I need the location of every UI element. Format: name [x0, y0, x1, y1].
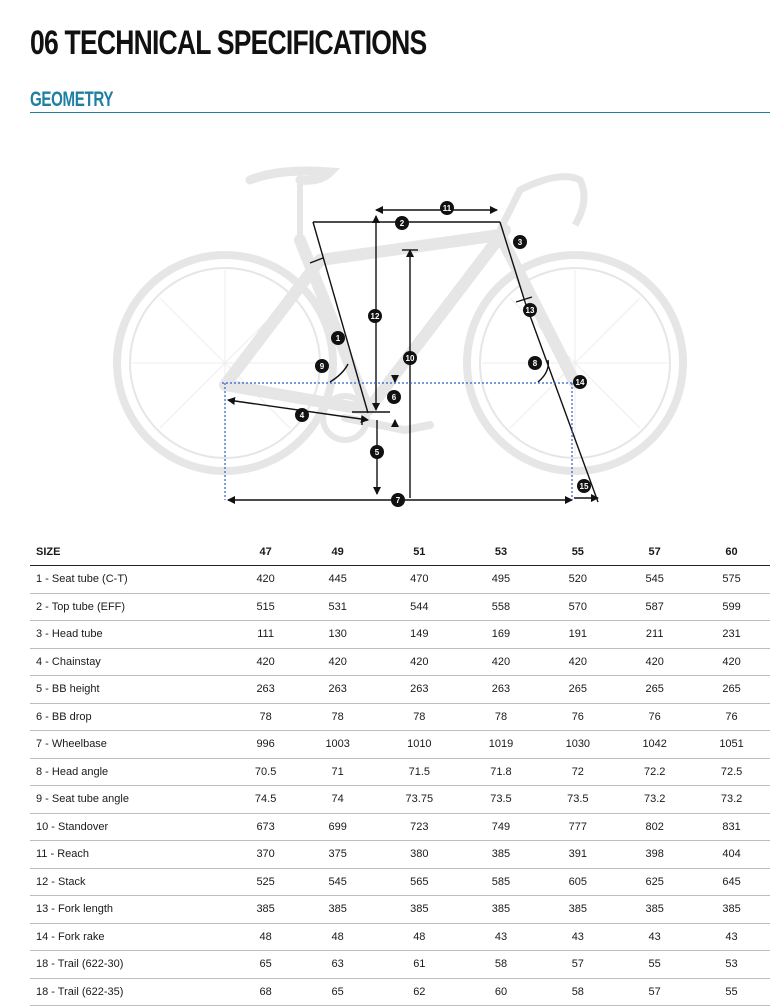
- table-cell: 73.75: [376, 786, 462, 814]
- table-cell: 420: [299, 648, 376, 676]
- table-cell: 48: [299, 923, 376, 951]
- table-row: [30, 868, 770, 896]
- row-label: 14 - Fork rake: [30, 923, 232, 951]
- table-cell: 72: [539, 758, 616, 786]
- table-row: [30, 813, 770, 841]
- table-cell: 191: [539, 621, 616, 649]
- marker-number: 5: [374, 448, 380, 457]
- table-body: [30, 566, 770, 1006]
- table-cell: 57: [616, 978, 693, 1006]
- table-cell: 570: [539, 593, 616, 621]
- table-cell: 802: [616, 813, 693, 841]
- table-cell: 420: [232, 648, 299, 676]
- table-cell: 673: [232, 813, 299, 841]
- table-cell: 55: [616, 951, 693, 979]
- row-label: 2 - Top tube (EFF): [30, 593, 232, 621]
- table-cell: 585: [463, 868, 540, 896]
- marker-number: 11: [442, 204, 452, 213]
- marker-badge: [370, 445, 384, 459]
- table-cell: 231: [693, 621, 770, 649]
- table-cell: 43: [693, 923, 770, 951]
- table-cell: 65: [299, 978, 376, 1006]
- table-cell: 370: [232, 841, 299, 869]
- table-cell: 1042: [616, 731, 693, 759]
- marker-number: 7: [395, 496, 401, 505]
- table-cell: 70.5: [232, 758, 299, 786]
- table-cell: 169: [463, 621, 540, 649]
- bike-silhouette: [117, 171, 683, 471]
- marker-badge: [440, 201, 454, 215]
- table-cell: 1051: [693, 731, 770, 759]
- table-cell: 263: [299, 676, 376, 704]
- table-cell: 48: [376, 923, 462, 951]
- table-cell: 48: [232, 923, 299, 951]
- table-cell: 495: [463, 566, 540, 594]
- marker-badge: [395, 216, 409, 230]
- marker-number: 9: [319, 362, 325, 371]
- table-cell: 74: [299, 786, 376, 814]
- table-row: [30, 786, 770, 814]
- row-label: 4 - Chainstay: [30, 648, 232, 676]
- table-cell: 58: [539, 978, 616, 1006]
- marker-number: 10: [405, 354, 415, 363]
- size-column-header: 53: [463, 538, 540, 566]
- table-cell: 265: [539, 676, 616, 704]
- marker-number: 6: [391, 393, 397, 402]
- row-label: 6 - BB drop: [30, 703, 232, 731]
- table-cell: 149: [376, 621, 462, 649]
- table-cell: 544: [376, 593, 462, 621]
- marker-badge: [528, 356, 542, 370]
- size-column-header: 57: [616, 538, 693, 566]
- table-cell: 73.2: [693, 786, 770, 814]
- marker-badge: [315, 359, 329, 373]
- table-cell: 71: [299, 758, 376, 786]
- table-cell: 545: [616, 566, 693, 594]
- table-cell: 57: [539, 951, 616, 979]
- size-column-header: 60: [693, 538, 770, 566]
- table-cell: 43: [616, 923, 693, 951]
- table-cell: 78: [463, 703, 540, 731]
- table-cell: 404: [693, 841, 770, 869]
- table-cell: 76: [539, 703, 616, 731]
- row-label: 12 - Stack: [30, 868, 232, 896]
- table-cell: 420: [463, 648, 540, 676]
- marker-badge: [391, 493, 405, 507]
- row-label: 8 - Head angle: [30, 758, 232, 786]
- table-cell: 263: [232, 676, 299, 704]
- table-cell: 74.5: [232, 786, 299, 814]
- table-cell: 130: [299, 621, 376, 649]
- marker-badge: [331, 331, 345, 345]
- table-cell: 565: [376, 868, 462, 896]
- marker-number: 3: [517, 238, 523, 247]
- table-cell: 71.8: [463, 758, 540, 786]
- table-row: [30, 841, 770, 869]
- table-cell: 723: [376, 813, 462, 841]
- section-heading: GEOMETRY: [30, 88, 114, 111]
- table-cell: 72.2: [616, 758, 693, 786]
- table-cell: 515: [232, 593, 299, 621]
- table-cell: 375: [299, 841, 376, 869]
- size-header: SIZE: [30, 538, 232, 566]
- table-cell: 545: [299, 868, 376, 896]
- table-cell: 78: [232, 703, 299, 731]
- table-cell: 749: [463, 813, 540, 841]
- table-cell: 558: [463, 593, 540, 621]
- table-cell: 587: [616, 593, 693, 621]
- table-cell: 111: [232, 621, 299, 649]
- table-cell: 420: [232, 566, 299, 594]
- table-cell: 43: [463, 923, 540, 951]
- marker-badge: [523, 303, 537, 317]
- marker-badge: [577, 479, 591, 493]
- marker-number: 13: [525, 306, 535, 315]
- size-column-header: 47: [232, 538, 299, 566]
- table-cell: 58: [463, 951, 540, 979]
- table-cell: 53: [693, 951, 770, 979]
- table-cell: 71.5: [376, 758, 462, 786]
- marker-badge: [387, 390, 401, 404]
- table-cell: 385: [693, 896, 770, 924]
- table-row: [30, 896, 770, 924]
- crank-silhouette: [345, 418, 430, 430]
- row-label: 18 - Trail (622-30): [30, 951, 232, 979]
- size-column-header: 51: [376, 538, 462, 566]
- table-row: [30, 731, 770, 759]
- row-label: 18 - Trail (622-35): [30, 978, 232, 1006]
- table-cell: 73.5: [463, 786, 540, 814]
- table-cell: 385: [232, 896, 299, 924]
- marker-badge: [295, 408, 309, 422]
- table-cell: 380: [376, 841, 462, 869]
- table-cell: 525: [232, 868, 299, 896]
- table-cell: 65: [232, 951, 299, 979]
- table-cell: 43: [539, 923, 616, 951]
- table-cell: 996: [232, 731, 299, 759]
- table-cell: 263: [463, 676, 540, 704]
- geometry-diagram: [0, 120, 770, 520]
- marker-badge: [573, 375, 587, 389]
- table-cell: 265: [693, 676, 770, 704]
- table-row: [30, 703, 770, 731]
- table-cell: 645: [693, 868, 770, 896]
- table-cell: 470: [376, 566, 462, 594]
- table-cell: 72.5: [693, 758, 770, 786]
- table-cell: 78: [299, 703, 376, 731]
- marker-number: 2: [399, 219, 405, 228]
- table-cell: 1030: [539, 731, 616, 759]
- table-cell: 1019: [463, 731, 540, 759]
- marker-number: 4: [299, 411, 305, 420]
- table-cell: 385: [539, 896, 616, 924]
- table-cell: 385: [463, 841, 540, 869]
- marker-number: 1: [335, 334, 341, 343]
- table-row: [30, 621, 770, 649]
- table-row: [30, 923, 770, 951]
- table-cell: 62: [376, 978, 462, 1006]
- head-tube-line: [500, 222, 525, 302]
- row-label: 11 - Reach: [30, 841, 232, 869]
- table-cell: 78: [376, 703, 462, 731]
- table-cell: 385: [299, 896, 376, 924]
- table-cell: 420: [539, 648, 616, 676]
- row-label: 5 - BB height: [30, 676, 232, 704]
- table-cell: 1010: [376, 731, 462, 759]
- marker-number: 8: [532, 359, 538, 368]
- row-label: 1 - Seat tube (C-T): [30, 566, 232, 594]
- table-row: [30, 951, 770, 979]
- marker-number: 15: [579, 482, 589, 491]
- table-cell: 699: [299, 813, 376, 841]
- table-cell: 211: [616, 621, 693, 649]
- table-cell: 68: [232, 978, 299, 1006]
- geometry-table: [30, 538, 770, 1006]
- table-cell: 76: [693, 703, 770, 731]
- table-cell: 1003: [299, 731, 376, 759]
- table-cell: 73.2: [616, 786, 693, 814]
- table-row: [30, 978, 770, 1006]
- size-column-header: 49: [299, 538, 376, 566]
- table-row: [30, 758, 770, 786]
- marker-number: 14: [575, 378, 585, 387]
- table-cell: 385: [616, 896, 693, 924]
- table-cell: 831: [693, 813, 770, 841]
- marker-badge: [368, 309, 382, 323]
- row-label: 10 - Standover: [30, 813, 232, 841]
- marker-badge: [513, 235, 527, 249]
- table-cell: 76: [616, 703, 693, 731]
- table-cell: 385: [376, 896, 462, 924]
- marker-badge: [403, 351, 417, 365]
- table-row: [30, 676, 770, 704]
- size-column-header: 55: [539, 538, 616, 566]
- section-divider: [30, 112, 770, 113]
- table-header-row: [30, 538, 770, 566]
- row-label: 13 - Fork length: [30, 896, 232, 924]
- table-cell: 420: [376, 648, 462, 676]
- table-cell: 60: [463, 978, 540, 1006]
- table-cell: 385: [463, 896, 540, 924]
- saddle-silhouette: [250, 171, 330, 180]
- marker-number: 12: [370, 312, 380, 321]
- table-cell: 445: [299, 566, 376, 594]
- table-cell: 55: [693, 978, 770, 1006]
- table-cell: 625: [616, 868, 693, 896]
- table-row: [30, 566, 770, 594]
- table-cell: 391: [539, 841, 616, 869]
- table-cell: 265: [616, 676, 693, 704]
- table-cell: 599: [693, 593, 770, 621]
- table-cell: 420: [616, 648, 693, 676]
- handlebar-silhouette: [500, 177, 584, 230]
- table-cell: 575: [693, 566, 770, 594]
- table-row: [30, 593, 770, 621]
- table-cell: 398: [616, 841, 693, 869]
- table-cell: 61: [376, 951, 462, 979]
- table-cell: 520: [539, 566, 616, 594]
- row-label: 3 - Head tube: [30, 621, 232, 649]
- table-cell: 777: [539, 813, 616, 841]
- table-cell: 263: [376, 676, 462, 704]
- row-label: 9 - Seat tube angle: [30, 786, 232, 814]
- table-cell: 605: [539, 868, 616, 896]
- table-cell: 73.5: [539, 786, 616, 814]
- table-cell: 420: [693, 648, 770, 676]
- page-title: 06 TECHNICAL SPECIFICATIONS: [30, 24, 427, 62]
- table-cell: 531: [299, 593, 376, 621]
- row-label: 7 - Wheelbase: [30, 731, 232, 759]
- table-cell: 63: [299, 951, 376, 979]
- table-row: [30, 648, 770, 676]
